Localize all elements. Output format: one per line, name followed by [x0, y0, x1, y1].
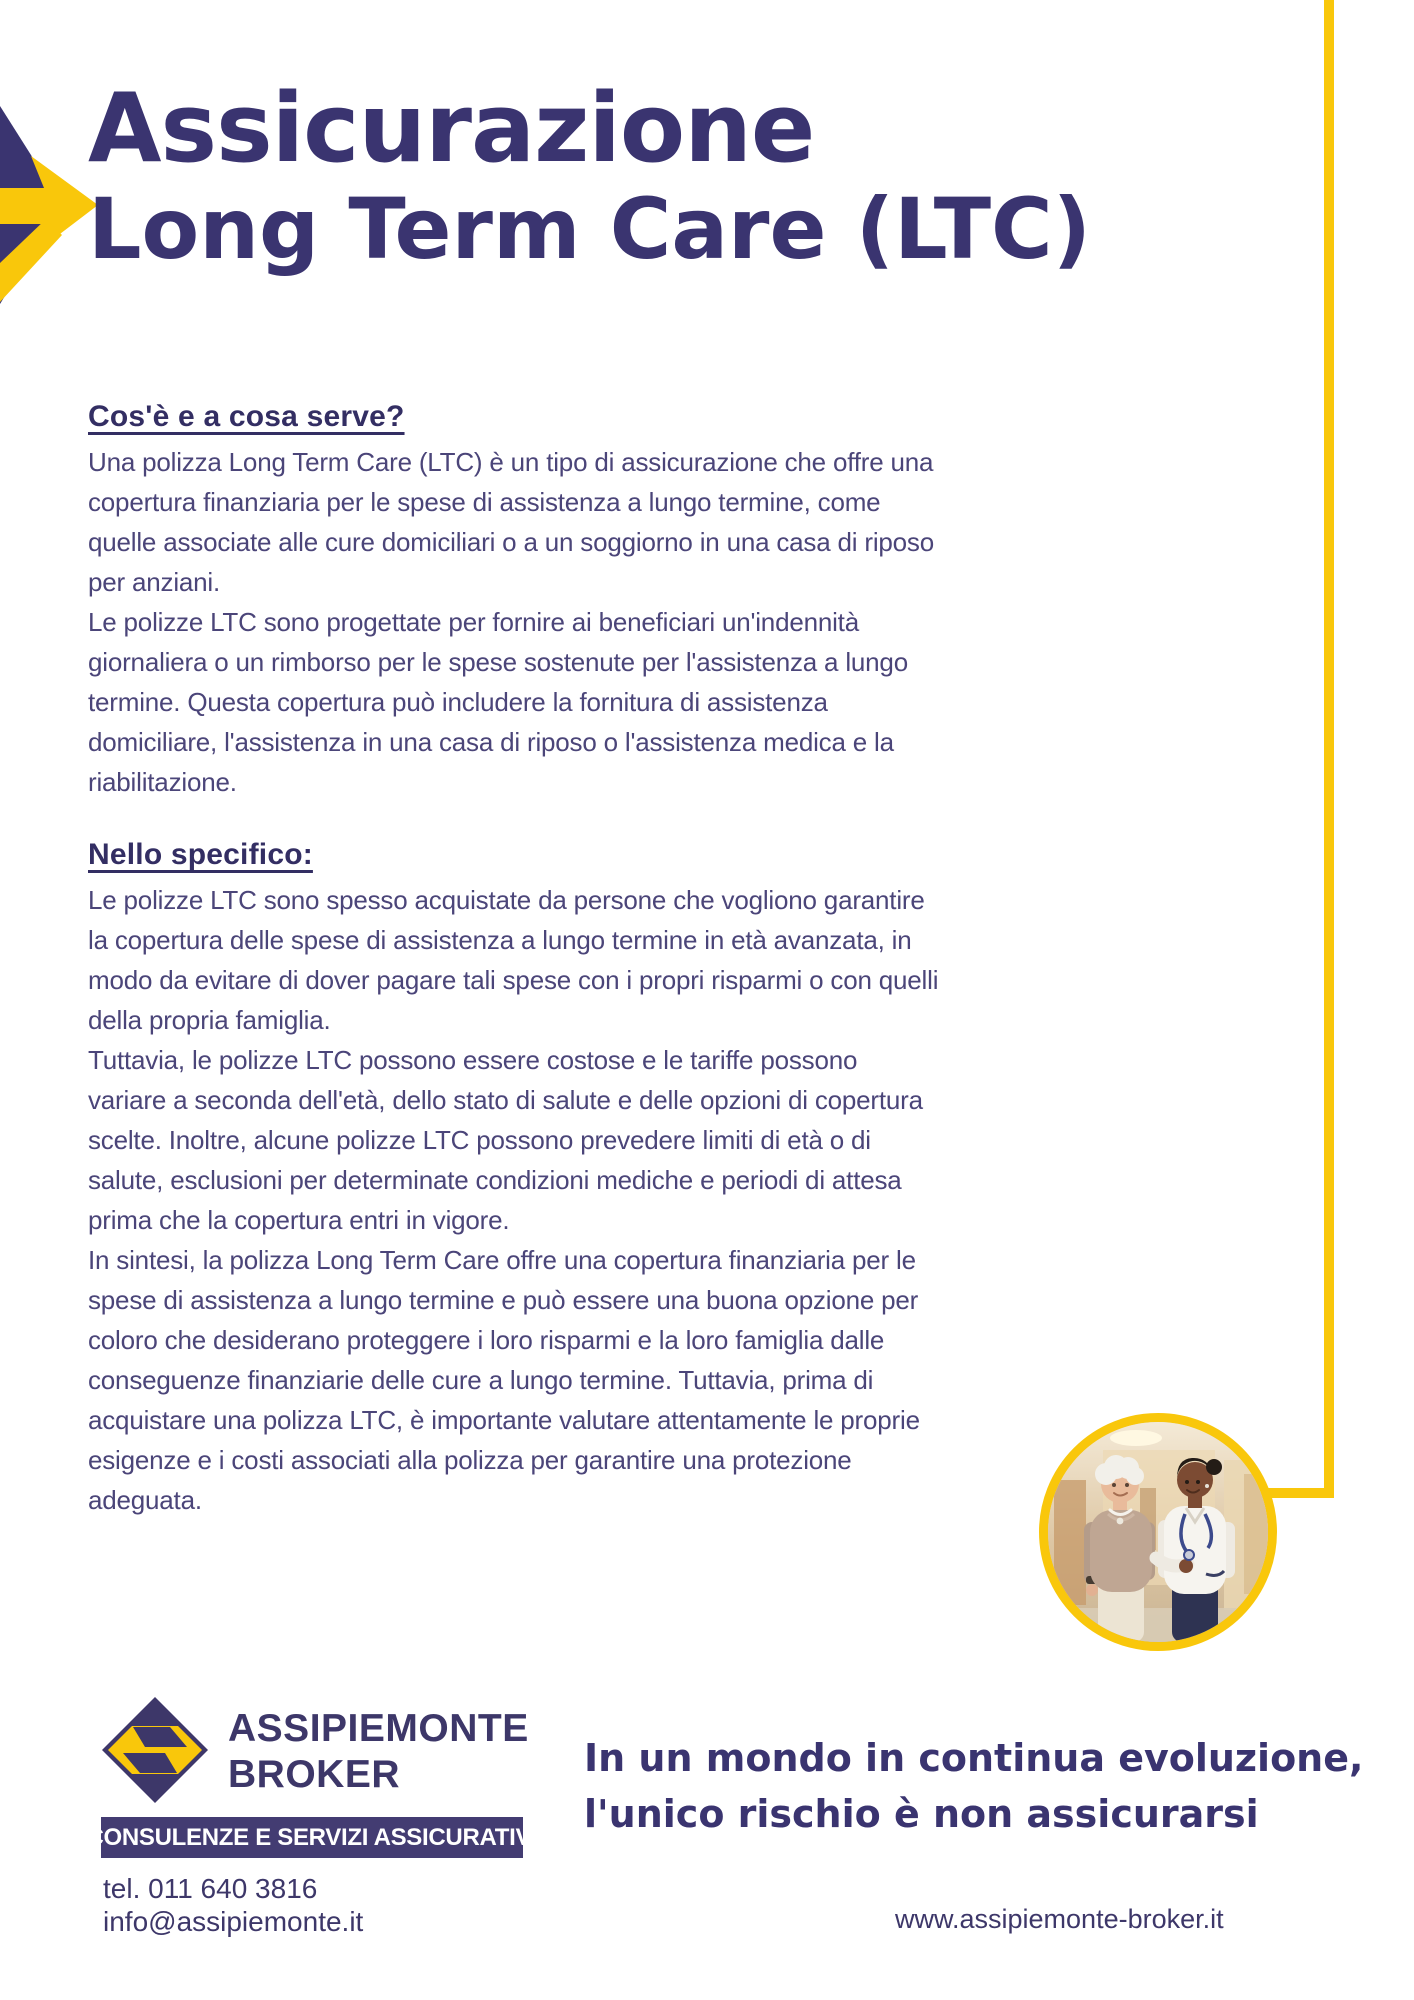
body-content [88, 400, 940, 1520]
brand-banner: CONSULENZE E SERVIZI ASSICURATIVI [101, 1817, 523, 1858]
gold-accent-line-elbow [1262, 1488, 1334, 1498]
section-what-is-it [88, 400, 940, 802]
brand-name-line1: ASSIPIEMONTE [228, 1707, 529, 1750]
contact-phone: tel. 011 640 3816 [103, 1873, 318, 1904]
page-title-line2: Long Term Care (LTC) [88, 179, 1092, 278]
page-header [88, 74, 1092, 278]
tagline-line1: In un mondo in continua evoluzione, [584, 1736, 1364, 1780]
section-paragraph: In sintesi, la polizza Long Term Care offre una copertura finanziaria per le spese di assistenza a lungo termine e può essere una buona opzione per coloro che desiderano proteggere i loro risparmi e la loro famiglia dalle conseguenze finanziarie delle cure a lungo termine. Tuttavia, prima di acquistare una polizza LTC, è importante valutare attentamente le proprie esigenze e i costi associati alla polizza per garantire una protezione adeguata. [88, 1245, 920, 1515]
contact-email: info@assipiemonte.it [103, 1906, 364, 1937]
photo-elderly-woman-and-nurse [1039, 1413, 1277, 1651]
care-photo-illustration [1048, 1422, 1268, 1642]
section-specifics [88, 838, 940, 1520]
brand-tagline [584, 1730, 1363, 1842]
brand-name-line2: BROKER [228, 1753, 401, 1796]
page-title-line1: Assicurazione [88, 74, 815, 184]
section-heading: Nello specifico: [88, 838, 313, 871]
contact-block [103, 1872, 363, 1938]
section-paragraph: Le polizze LTC sono progettate per fornire ai beneficiari un'indennità giornaliera o un rimborso per le spese sostenute per l'assistenza a lungo termine. Questa copertura può includere la fornitura di assistenza domiciliare, l'assistenza in una casa di riposo o l'assistenza medica e la riabilitazione. [88, 607, 908, 797]
section-paragraph: Una polizza Long Term Care (LTC) è un tipo di assicurazione che offre una copertura finanziaria per le spese di assistenza a lungo termine, come quelle associate alle cure domiciliari o a un soggiorno in una casa di riposo per anziani. [88, 447, 934, 597]
website-url: www.assipiemonte-broker.it [895, 1904, 1224, 1934]
brand-wordmark [228, 1706, 529, 1798]
section-paragraph: Tuttavia, le polizze LTC possono essere costose e le tariffe possono variare a seconda dell'età, dello stato di salute e delle opzioni di copertura scelte. Inoltre, alcune polizze LTC possono prevedere limiti di età o di salute, esclusioni per determinate condizioni mediche e periodi di attesa prima che la copertura entri in vigore. [88, 1045, 923, 1235]
section-heading: Cos'è e a cosa serve? [88, 400, 405, 433]
assipiemonte-logo-mark [100, 1695, 210, 1805]
section-paragraph: Le polizze LTC sono spesso acquistate da persone che vogliono garantire la copertura delle spese di assistenza a lungo termine in età avanzata, in modo da evitare di dover pagare tali spese con i propri risparmi o con quelli della propria famiglia. [88, 885, 939, 1035]
tagline-line2: l'unico rischio è non assicurarsi [584, 1792, 1259, 1836]
gold-accent-line-vertical [1324, 0, 1334, 1498]
